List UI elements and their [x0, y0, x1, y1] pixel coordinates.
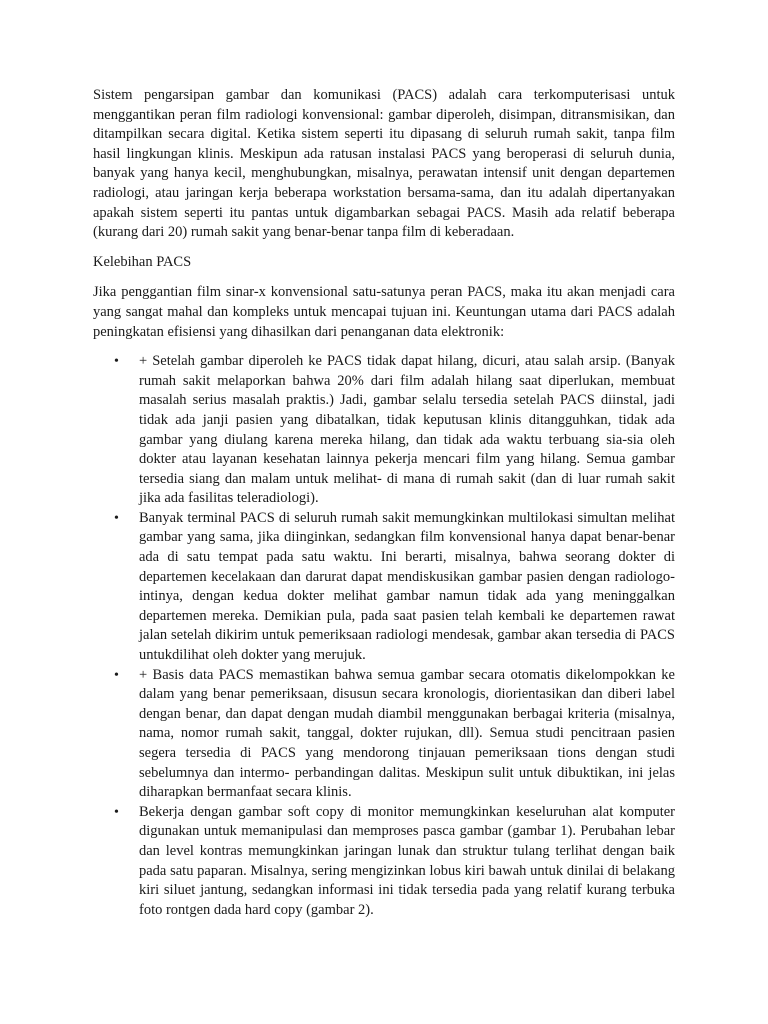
intro-paragraph: Sistem pengarsipan gambar dan komunikasi (PACS) adalah cara terkomputerisasi untuk menggantikan peran film radiologi konvensional: gambar diperoleh, disimpan, ditransmisikan, dan ditampilkan secara digital. Ketika sistem seperti itu dipasang di seluruh rumah sakit, tanpa film hasil lingkungan klinis. Meskipun ada ratusan instalasi PACS yang beroperasi di seluruh dunia, banyak yang hanya kecil, menghubungkan, misalnya, perawatan intensif unit dengan departemen radiologi, atau jaringan kerja beberapa workstation bersama-sama, dan itu adalah dipertanyakan apakah sistem seperti itu pantas untuk digambarkan sebagai PACS. Masih ada relatif beberapa (kurang dari 20) rumah sakit yang benar-benar tanpa film di keberadaan. — [93, 87, 675, 241]
list-item-text: Bekerja dengan gambar soft copy di monitor memungkinkan keseluruhan alat komputer digunakan untuk memanipulasi dan memproses pasca gambar (gambar 1). Perubahan lebar dan level kontras memungkinkan jaringan lunak dan struktur tulang terlihat dengan baik pada satu paparan. Misalnya, sering mengizinkan lobus kiri bawah untuk dinilai di belakang kiri siluet jantung, sedangkan informasi ini tidak tersedia pada yang relatif kurang terbuka foto rontgen dada hard copy (gambar 2). — [139, 803, 675, 918]
list-item-text: + Basis data PACS memastikan bahwa semua gambar secara otomatis dikelompokkan ke dalam yang benar pemeriksaan, disusun secara kronologis, diorientasikan dan diberi label dengan benar, dan dapat dengan mudah diambil menggunakan berbagai kriteria (misalnya, nama, nomor rumah sakit, tanggal, dokter rujukan, dll). Semua studi pencitraan pasien segera tersedia di PACS yang mendorong tinjauan pemeriksaan tions dengan studi sebelumnya dan intermo- perbandingan dalitas. Meskipun sulit untuk dibuktikan, ini jelas diharapkan bermanfaat secara klinis. — [139, 666, 675, 801]
lead-paragraph: Jika penggantian film sinar-x konvensional satu-satunya peran PACS, maka itu akan menjadi cara yang sangat mahal dan kompleks untuk mencapai tujuan ini. Keuntungan utama dari PACS adalah peningkatan efisiensi yang dihasilkan dari penanganan data elektronik: — [93, 284, 675, 340]
document-body — [93, 86, 675, 920]
advantages-list — [93, 352, 675, 920]
list-item — [93, 666, 675, 803]
list-item — [93, 509, 675, 666]
list-item — [93, 352, 675, 509]
bullet-icon: • — [114, 804, 119, 820]
section-heading: Kelebihan PACS — [93, 253, 192, 270]
bullet-icon: • — [114, 354, 119, 370]
list-item — [93, 803, 675, 921]
list-item-text: + Setelah gambar diperoleh ke PACS tidak dapat hilang, dicuri, atau salah arsip. (Banyak rumah sakit melaporkan bahwa 20% dari film adalah hilang saat diperlukan, membuat masalah serius masalah praktis.) Jadi, gambar selalu tersedia setelah PACS diinstal, jadi tidak ada janji pasien yang dibatalkan, tidak keputusan klinis ditangguhkan, tidak ada gambar yang diulang karena mereka hilang, dan tidak ada waktu terbuang sia-sia oleh dokter atau layanan kesehatan lainnya pekerja mencari film yang hilang. Semua gambar tersedia siang dan malam untuk melihat- di mana di rumah sakit (dan di luar rumah sakit jika ada fasilitas teleradiologi). — [139, 353, 675, 507]
list-item-text: Banyak terminal PACS di seluruh rumah sakit memungkinkan multilokasi simultan melihat gambar yang sama, jika diinginkan, sedangkan film konvensional hanya dapat benar-benar ada di satu tempat pada satu waktu. Ini berarti, misalnya, bahwa seorang dokter di departemen kecelakaan dan darurat dapat mendiskusikan gambar pasien dengan radiologo-intinya, dengan kedua dokter melihat gambar namun tidak ada yang meninggalkan departemen mereka. Demikian pula, pada saat pasien telah kembali ke departemen rawat jalan setelah dikirim untuk pemeriksaan radiologi mendesak, gambar akan tersedia di PACS untukdilihat oleh dokter yang merujuk. — [139, 509, 675, 664]
bullet-icon: • — [114, 510, 119, 526]
bullet-icon: • — [114, 667, 119, 683]
